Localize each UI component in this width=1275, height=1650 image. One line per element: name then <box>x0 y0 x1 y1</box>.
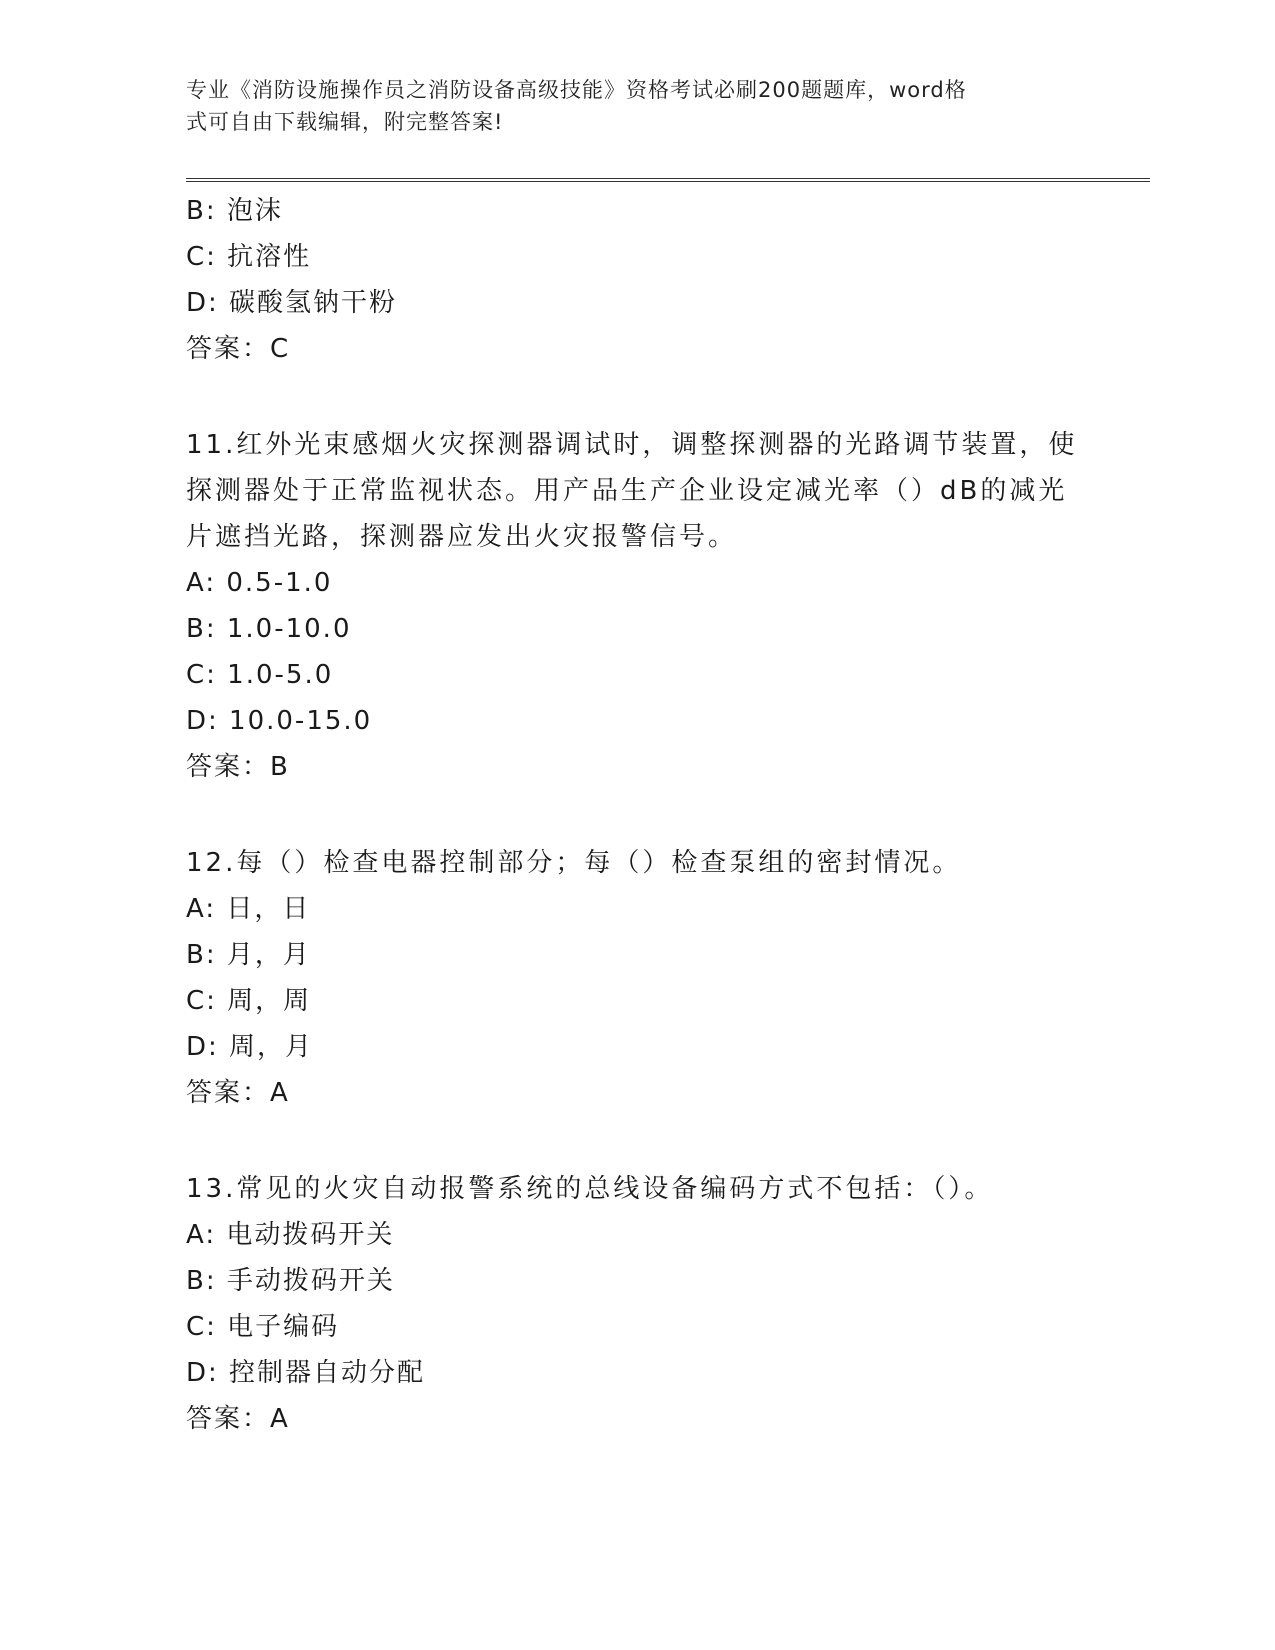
stem-line: 13.常见的火灾自动报警系统的总线设备编码方式不包括：（）。 <box>186 1174 994 1204</box>
option-b: B: 1.0-10.0 <box>186 614 352 644</box>
previous-question-tail <box>186 188 1086 372</box>
answer-line <box>186 744 1086 790</box>
option-a: A: 电动拨码开关 <box>186 1220 395 1250</box>
option-d: D: 碳酸氢钠干粉 <box>186 288 398 318</box>
answer-text: 答案：C <box>186 334 291 364</box>
option-d: D: 控制器自动分配 <box>186 1358 426 1388</box>
option-c: C: 抗溶性 <box>186 242 312 272</box>
stem-line: 12.每（）检查电器控制部分；每（）检查泵组的密封情况。 <box>186 848 962 878</box>
option-c: C: 电子编码 <box>186 1312 340 1342</box>
option-d: D: 10.0-15.0 <box>186 706 373 736</box>
header-line-1: 专业《消防设施操作员之消防设备高级技能》资格考试必刷200题题库，word格 <box>186 78 967 102</box>
header-line-2: 式可自由下载编辑，附完整答案! <box>186 110 504 134</box>
stem-line: 探测器处于正常监视状态。用产品生产企业设定减光率（）dB的减光 <box>186 476 1068 506</box>
question-stem <box>186 840 1086 886</box>
answer-line <box>186 326 1086 372</box>
option-b: B: 月，月 <box>186 940 311 970</box>
option-c: C: 1.0-5.0 <box>186 660 334 690</box>
option-b: B: 手动拨码开关 <box>186 1266 395 1296</box>
option-a: A: 日，日 <box>186 894 311 924</box>
document-body <box>186 188 1086 1442</box>
header-divider <box>186 178 1150 182</box>
answer-text: 答案：B <box>186 752 290 782</box>
option-c: C: 周，周 <box>186 986 312 1016</box>
answer-line <box>186 1396 1086 1442</box>
answer-line <box>186 1070 1086 1116</box>
question-12 <box>186 840 1086 1116</box>
question-13 <box>186 1166 1086 1442</box>
answer-text: 答案：A <box>186 1078 290 1108</box>
stem-line: 片遮挡光路，探测器应发出火灾报警信号。 <box>186 522 738 552</box>
answer-text: 答案：A <box>186 1404 290 1434</box>
question-stem <box>186 1166 1086 1212</box>
page-header <box>186 74 1076 138</box>
option-a: A: 0.5-1.0 <box>186 568 333 598</box>
option-d: D: 周，月 <box>186 1032 314 1062</box>
option-b: B: 泡沫 <box>186 196 283 226</box>
stem-line: 11.红外光束感烟火灾探测器调试时，调整探测器的光路调节装置，使 <box>186 430 1078 460</box>
question-11 <box>186 422 1086 790</box>
question-stem <box>186 422 1086 560</box>
